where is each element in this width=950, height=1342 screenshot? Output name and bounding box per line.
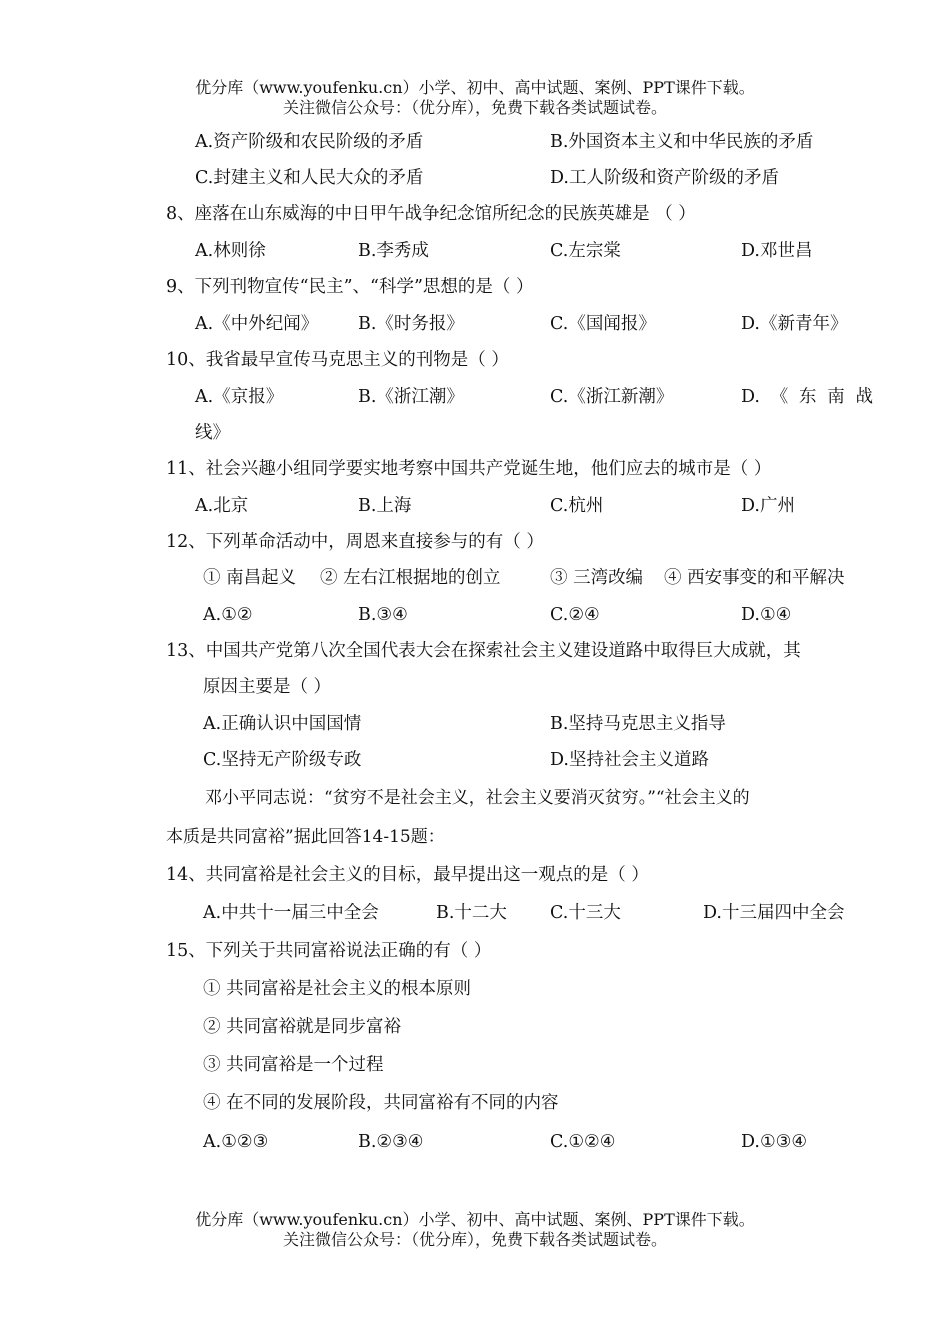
q12-statement-3: ③ 三湾改编 [550, 568, 644, 588]
q13-option-a: A.正确认识中国国情 [203, 714, 362, 734]
q15-option-a: A.①②③ [203, 1132, 269, 1152]
q10-option-d-part: 战 [855, 387, 873, 407]
q13-option-b: B.坚持马克思主义指导 [550, 714, 726, 734]
q8-option-a: A.林则徐 [195, 241, 266, 261]
q12-stem: 12、下列革命活动中，周恩来直接参与的有（ ） [166, 532, 544, 552]
header-line-2: 关注微信公众号：（优分库），免费下载各类试题试卷。 [282, 98, 667, 117]
q7-option-b: B.外国资本主义和中华民族的矛盾 [550, 132, 814, 152]
q15-option-b: B.②③④ [358, 1132, 424, 1152]
q12-option-b: B.③④ [358, 605, 408, 625]
q10-option-d-part: 东 [798, 387, 817, 407]
q14-stem: 14、共同富裕是社会主义的目标，最早提出这一观点的是（ ） [166, 865, 649, 885]
q12-statement-2: ② 左右江根据地的创立 [320, 568, 501, 588]
q10-stem: 10、我省最早宣传马克思主义的刊物是（ ） [166, 350, 509, 370]
q10-option-d-part: 《 [770, 387, 789, 407]
q15-statement-1: ① 共同富裕是社会主义的根本原则 [203, 979, 472, 999]
q14-option-b: B.十二大 [436, 903, 507, 923]
q15-option-d: D.①③④ [741, 1132, 808, 1152]
q15-statement-2: ② 共同富裕就是同步富裕 [203, 1017, 402, 1037]
q11-option-d: D.广州 [741, 496, 795, 516]
q7-option-d: D.工人阶级和资产阶级的矛盾 [550, 168, 779, 188]
q13-stem-cont: 原因主要是（ ） [203, 677, 332, 697]
q10-option-c: C.《浙江新潮》 [550, 387, 674, 407]
q13-option-c: C.坚持无产阶级专政 [203, 750, 362, 770]
q15-statement-3: ③ 共同富裕是一个过程 [203, 1055, 384, 1075]
q7-option-a: A.资产阶级和农民阶级的矛盾 [195, 132, 424, 152]
q15-statement-4: ④ 在不同的发展阶段，共同富裕有不同的内容 [203, 1093, 559, 1113]
header-line-1: 优分库（www.youfenku.cn）小学、初中、高中试题、案例、PPT课件下载。 [195, 78, 755, 97]
footer-line-2: 关注微信公众号：（优分库），免费下载各类试题试卷。 [282, 1230, 667, 1249]
q8-stem: 8、座落在山东威海的中日甲午战争纪念馆所纪念的民族英雄是 （ ） [166, 204, 696, 224]
q11-option-b: B.上海 [358, 496, 412, 516]
q10-option-d-wrap: 线》 [195, 423, 230, 443]
q15-option-c: C.①②④ [550, 1132, 616, 1152]
q14-option-a: A.中共十一届三中全会 [203, 903, 379, 923]
quote-line-2: 本质是共同富裕”据此回答14-15题： [166, 827, 445, 847]
q14-option-c: C.十三大 [550, 903, 621, 923]
q8-option-c: C.左宗棠 [550, 241, 621, 261]
quote-line-1: 邓小平同志说：“贫穷不是社会主义，社会主义要消灭贫穷。”“社会主义的 [205, 788, 750, 808]
footer-line-1: 优分库（www.youfenku.cn）小学、初中、高中试题、案例、PPT课件下载。 [195, 1210, 755, 1229]
q12-option-d: D.①④ [741, 605, 792, 625]
q11-stem: 11、社会兴趣小组同学要实地考察中国共产党诞生地，他们应去的城市是（ ） [166, 459, 772, 479]
q13-option-d: D.坚持社会主义道路 [550, 750, 709, 770]
q9-option-b: B.《时务报》 [358, 314, 464, 334]
q13-stem: 13、中国共产党第八次全国代表大会在探索社会主义建设道路中取得巨大成就，其 [166, 641, 801, 661]
q9-option-c: C.《国闻报》 [550, 314, 656, 334]
q12-option-a: A.①② [203, 605, 253, 625]
q10-option-d-part: D. [741, 387, 760, 407]
q10-option-a: A.《京报》 [195, 387, 284, 407]
q11-option-c: C.杭州 [550, 496, 604, 516]
q11-option-a: A.北京 [195, 496, 249, 516]
q9-option-a: A.《中外纪闻》 [195, 314, 319, 334]
q12-statement-4: ④ 西安事变的和平解决 [664, 568, 845, 588]
q9-option-d: D.《新青年》 [741, 314, 848, 334]
q10-option-d [741, 385, 873, 409]
q7-option-c: C.封建主义和人民大众的矛盾 [195, 168, 424, 188]
q9-stem: 9、下列刊物宣传“民主”、“科学”思想的是（ ） [166, 277, 534, 297]
q15-stem: 15、下列关于共同富裕说法正确的有（ ） [166, 941, 492, 961]
q12-option-c: C.②④ [550, 605, 600, 625]
q12-statement-1: ① 南昌起义 [203, 568, 297, 588]
q10-option-d-part: 南 [827, 387, 845, 407]
q14-option-d: D.十三届四中全会 [703, 903, 845, 923]
q8-option-b: B.李秀成 [358, 241, 429, 261]
q8-option-d: D.邓世昌 [741, 241, 813, 261]
q10-option-b: B.《浙江潮》 [358, 387, 464, 407]
